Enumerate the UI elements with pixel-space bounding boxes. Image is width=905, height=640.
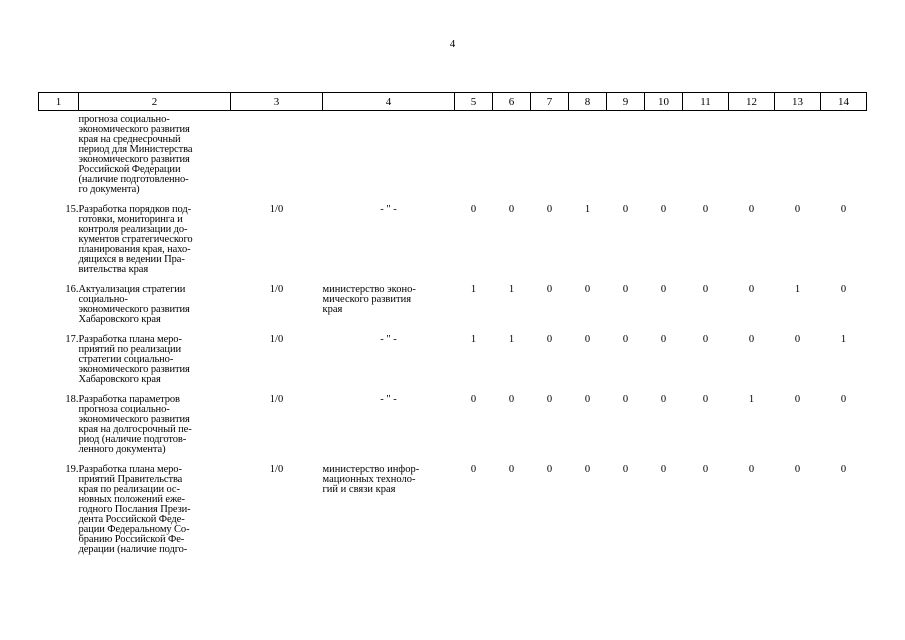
activity-name [79,385,231,455]
activity-name-line: края на долгосрочный пе- [78,424,192,435]
column-header-12: 12 [729,93,775,111]
year-value-col-13: 0 [794,464,801,475]
indicator-value: 1/0 [269,464,284,475]
executor-line: министерство инфор- [322,464,420,475]
year-value-col-8: 0 [584,464,591,475]
year-value-col-12: 0 [748,284,755,295]
year-value-col-5 [455,111,493,196]
year-value-col-6: 0 [508,464,515,475]
year-value-col-6: 1 [508,334,515,345]
year-value-col-12: 1 [748,394,755,405]
column-header-4: 4 [323,93,455,111]
activity-name [79,195,231,275]
header-row [39,93,867,111]
row-number: 15. [65,204,79,215]
executor-line: министерство эконо- [322,284,416,295]
table-row [39,195,867,275]
year-value-col-8 [569,111,607,196]
activity-name-line: планирования края, нахо- [78,244,191,255]
year-value-col-13: 1 [794,284,801,295]
responsible-executor [323,195,455,275]
year-value-col-10: 0 [660,334,667,345]
activity-name-line: экономического развития [78,304,190,315]
activity-name-line: бранию Российской Фе- [78,534,185,545]
activity-name-line: экономического развития [78,124,190,135]
column-header-9: 9 [607,93,645,111]
year-value-col-10: 0 [660,204,667,215]
year-value-col-14: 0 [840,464,847,475]
activity-name-line: го документа) [78,184,140,195]
column-header-14: 14 [821,93,867,111]
year-value-col-12: 0 [748,334,755,345]
activity-name-line: края по реализации ос- [78,484,180,495]
year-value-col-7: 0 [546,204,553,215]
activity-name-line: дента Российской Феде- [78,514,185,525]
year-value-col-14 [821,111,867,196]
activity-name-line: Разработка порядков под- [78,204,192,215]
year-value-col-13: 0 [794,204,801,215]
table-row [39,111,867,196]
activity-name-line: Хабаровского края [78,374,161,385]
year-value-col-12: 0 [748,464,755,475]
activity-name-line: стратегии социально- [78,354,174,365]
page-number: 4 [449,38,456,50]
year-value-col-11: 0 [702,394,709,405]
table-row [39,275,867,325]
year-value-col-10: 0 [660,394,667,405]
executor-line: - " - [380,394,397,405]
activity-name-line: экономического развития [78,154,190,165]
activity-name [79,275,231,325]
year-value-col-7 [531,111,569,196]
column-header-13: 13 [775,93,821,111]
responsible-executor [323,385,455,455]
activity-name-line: Российской Федерации [78,164,181,175]
activity-name-line: дерации (наличие подго- [78,544,188,555]
year-value-col-10: 0 [660,284,667,295]
activity-name-line: прогноза социально- [78,114,170,125]
activity-name-line: годного Послания Прези- [78,504,191,515]
year-value-col-5: 1 [470,284,477,295]
indicator-value: 1/0 [269,394,284,405]
year-value-col-9: 0 [622,394,629,405]
row-number: 16. [65,284,79,295]
row-number: 17. [65,334,79,345]
activity-name-line: приятий по реализации [78,344,181,355]
activity-name-line: Разработка параметров [78,394,180,405]
activity-name-line: приятий Правительства [78,474,183,485]
activity-name-line: (наличие подготовленно- [78,174,189,185]
year-value-col-14: 0 [840,284,847,295]
year-value-col-14: 0 [840,394,847,405]
activity-name-line: контроля реализации до- [78,224,188,235]
activity-name-line: дящихся в ведении Пра- [78,254,185,265]
activity-name-line: экономического развития [78,414,190,425]
row-number: 18. [65,394,79,405]
year-value-col-7: 0 [546,394,553,405]
row-number [39,111,79,196]
year-value-col-10 [645,111,683,196]
row-number: 19. [65,464,79,475]
indicator-value: 1/0 [269,204,284,215]
year-value-col-6: 0 [508,204,515,215]
activity-name-line: рации Федеральному Со- [78,524,190,535]
table-row [39,385,867,455]
year-value-col-13: 0 [794,394,801,405]
year-value-col-6: 1 [508,284,515,295]
executor-line: - " - [380,334,397,345]
year-value-col-14: 0 [840,204,847,215]
activity-name-line: кументов стратегического [78,234,193,245]
activity-name-line: экономического развития [78,364,190,375]
year-value-col-13: 0 [794,334,801,345]
year-value-col-9: 0 [622,464,629,475]
table-row [39,455,867,555]
table-row [39,325,867,385]
year-value-col-14: 1 [840,334,847,345]
year-value-col-12: 0 [748,204,755,215]
executor-line: мационных техноло- [322,474,416,485]
year-value-col-7: 0 [546,334,553,345]
year-value-col-5: 0 [470,464,477,475]
year-value-col-5: 0 [470,204,477,215]
indicator-value: 1/0 [269,334,284,345]
year-value-col-8: 0 [584,334,591,345]
year-value-col-9: 0 [622,204,629,215]
activity-name-line: период для Министерства [78,144,193,155]
activity-name [79,455,231,555]
year-value-col-5: 0 [470,394,477,405]
responsible-executor [323,275,455,325]
activity-name-line: новных положений еже- [78,494,185,505]
year-value-col-11: 0 [702,464,709,475]
column-header-3: 3 [231,93,323,111]
year-value-col-9 [607,111,645,196]
column-header-8: 8 [569,93,607,111]
activity-name-line: Актуализация стратегии [78,284,186,295]
year-value-col-10: 0 [660,464,667,475]
indicator-value [231,111,323,196]
year-value-col-9: 0 [622,284,629,295]
year-value-col-7: 0 [546,284,553,295]
year-value-col-5: 1 [470,334,477,345]
column-header-2: 2 [79,93,231,111]
year-value-col-6: 0 [508,394,515,405]
column-header-5: 5 [455,93,493,111]
year-value-col-12 [729,111,775,196]
activity-name-line: ленного документа) [78,444,166,455]
year-value-col-11: 0 [702,284,709,295]
responsible-executor [323,455,455,555]
year-value-col-8: 0 [584,284,591,295]
plan-table [38,92,867,555]
activity-name-line: социально- [78,294,128,305]
activity-name-line: края на среднесрочный [78,134,181,145]
year-value-col-9: 0 [622,334,629,345]
responsible-executor [323,325,455,385]
year-value-col-11 [683,111,729,196]
activity-name [79,325,231,385]
indicator-value: 1/0 [269,284,284,295]
year-value-col-8: 1 [584,204,591,215]
column-header-10: 10 [645,93,683,111]
activity-name-line: вительства края [78,264,149,275]
responsible-executor [323,111,455,196]
activity-name-line: прогноза социально- [78,404,170,415]
table-body [39,111,867,556]
column-header-7: 7 [531,93,569,111]
activity-name-line: риод (наличие подготов- [78,434,187,445]
executor-line: - " - [380,204,397,215]
year-value-col-11: 0 [702,204,709,215]
activity-name-line: Разработка плана меро- [78,464,182,475]
column-header-1: 1 [39,93,79,111]
activity-name-line: Разработка плана меро- [78,334,182,345]
column-header-6: 6 [493,93,531,111]
activity-name-line: Хабаровского края [78,314,161,325]
executor-line: края [322,304,343,315]
year-value-col-11: 0 [702,334,709,345]
activity-name-line: готовки, мониторинга и [78,214,183,225]
year-value-col-6 [493,111,531,196]
executor-line: гий и связи края [322,484,396,495]
year-value-col-8: 0 [584,394,591,405]
executor-line: мического развития [322,294,412,305]
year-value-col-13 [775,111,821,196]
year-value-col-7: 0 [546,464,553,475]
activity-name [79,111,231,196]
column-header-11: 11 [683,93,729,111]
